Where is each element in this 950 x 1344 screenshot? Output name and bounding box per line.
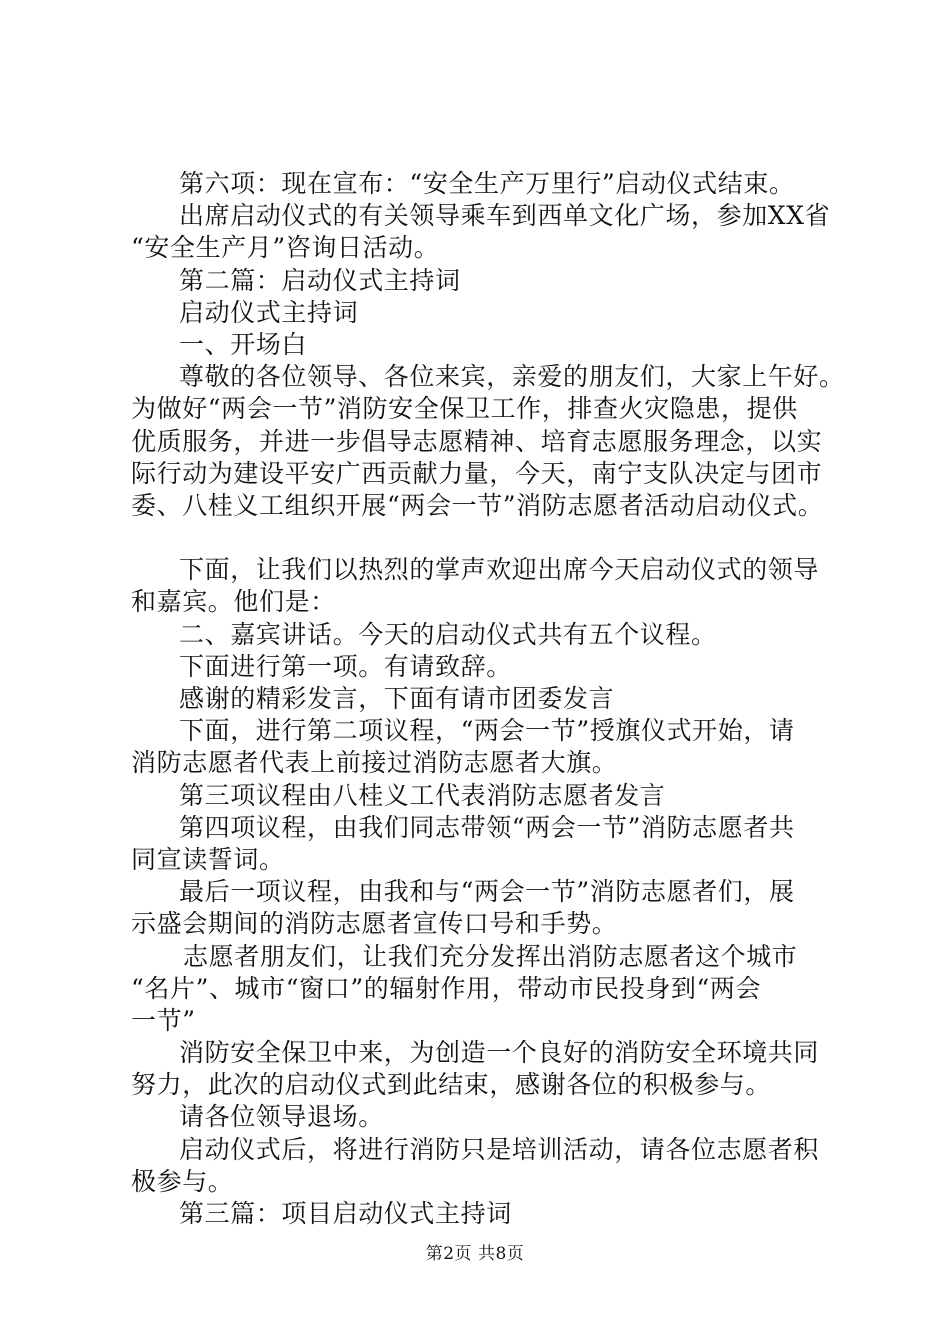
text-line: 和嘉宾。他们是： xyxy=(131,587,336,617)
text-line: 消防安全保卫中来，为创造一个良好的消防安全环境共同 xyxy=(179,1038,820,1068)
text-line: 努力，此次的启动仪式到此结束，感谢各位的积极参与。 xyxy=(131,1070,772,1100)
text-line: 同宣读誓词。 xyxy=(131,844,285,874)
text-line: 下面，让我们以热烈的掌声欢迎出席今天启动仪式的领导 xyxy=(179,555,820,585)
text-line: 极参与。 xyxy=(131,1166,234,1196)
text-line: 启动仪式后，将进行消防只是培训活动，请各位志愿者积 xyxy=(179,1134,820,1164)
text-line: 优质服务，并进一步倡导志愿精神、培育志愿服务理念，以实 xyxy=(131,426,823,456)
text-line: 消防志愿者代表上前接过消防志愿者大旗。 xyxy=(131,748,618,778)
text-line: 尊敬的各位领导、各位来宾，亲爱的朋友们，大家上午好。 xyxy=(179,362,845,392)
text-line: 下面进行第一项。有请致辞。 xyxy=(179,651,512,681)
text-line: “名片”、城市“窗口”的辐射作用，带动市民投身到“两会 xyxy=(131,973,762,1003)
text-line: 下面，进行第二项议程，“两会一节”授旗仪式开始，请 xyxy=(179,716,795,746)
subsection-heading: 二、嘉宾讲话。今天的启动仪式共有五个议程。 xyxy=(179,619,717,649)
text-line: 示盛会期间的消防志愿者宣传口号和手势。 xyxy=(131,909,618,939)
text-line: 际行动为建设平安广西贡献力量，今天，南宁支队决定与团市 xyxy=(131,458,823,488)
text-line: “安全生产月”咨询日活动。 xyxy=(131,233,440,263)
text-line: 志愿者朋友们，让我们充分发挥出消防志愿者这个城市 xyxy=(183,941,798,971)
text-line: 委、八桂义工组织开展“两会一节”消防志愿者活动启动仪式。 xyxy=(131,490,824,520)
section-heading: 第三篇：项目启动仪式主持词 xyxy=(179,1199,512,1228)
text-line: 第四项议程，由我们同志带领“两会一节”消防志愿者共 xyxy=(179,812,795,842)
text-line: 最后一项议程，由我和与“两会一节”消防志愿者们，展 xyxy=(179,877,795,907)
blank-line xyxy=(131,522,841,554)
text-line: 请各位领导退场。 xyxy=(179,1102,384,1132)
text-line: 一节” xyxy=(131,1005,196,1035)
text-line: 出席启动仪式的有关领导乘车到西单文化广场，参加XX省 xyxy=(179,201,831,231)
text-line: 第六项：现在宣布：“安全生产万里行”启动仪式结束。 xyxy=(179,169,795,198)
section-heading: 第二篇：启动仪式主持词 xyxy=(179,265,461,295)
document-body xyxy=(131,168,845,1230)
text-line: 感谢的精彩发言，下面有请市团委发言 xyxy=(179,684,615,713)
text-line: 第三项议程由八桂义工代表消防志愿者发言 xyxy=(179,780,666,810)
subsection-heading: 一、开场白 xyxy=(179,329,308,359)
section-title: 启动仪式主持词 xyxy=(179,297,359,327)
text-line: 为做好“两会一节”消防安全保卫工作，排查火灾隐患，提供 xyxy=(131,394,798,424)
page-number-footer: 第2页 共8页 xyxy=(425,1244,525,1264)
